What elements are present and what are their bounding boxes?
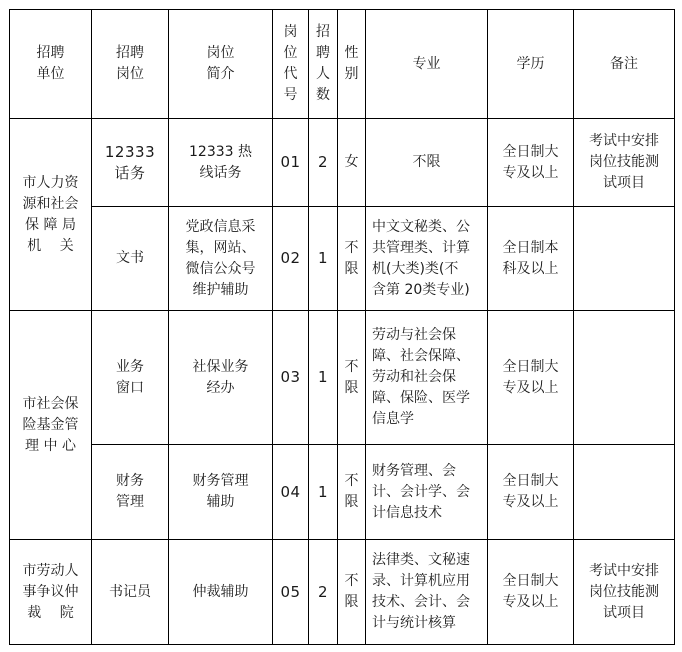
- table-row: [10, 119, 675, 207]
- cell-remark: [574, 445, 675, 540]
- table-row: [10, 311, 675, 445]
- table-row: [10, 445, 675, 540]
- header-position: 招聘 岗位: [92, 10, 169, 119]
- cell-gender: 不 限: [338, 540, 366, 645]
- cell-position: 业务 窗口: [92, 311, 169, 445]
- cell-major: 不限: [366, 119, 488, 207]
- cell-remark: 考试中安排 岗位技能测 试项目: [574, 119, 675, 207]
- cell-major: 财务管理、会 计、会计学、会 计信息技术: [366, 445, 488, 540]
- cell-code: 05: [273, 540, 309, 645]
- cell-description: 财务管理 辅助: [169, 445, 273, 540]
- cell-count: 2: [309, 540, 338, 645]
- cell-count: 1: [309, 311, 338, 445]
- header-unit: 招聘 单位: [10, 10, 92, 119]
- header-description: 岗位 简介: [169, 10, 273, 119]
- table-row: [10, 540, 675, 645]
- cell-gender: 女: [338, 119, 366, 207]
- cell-count: 2: [309, 119, 338, 207]
- cell-unit: 市社会保 险基金管 理 中 心: [10, 311, 92, 540]
- cell-unit: 市人力资 源和社会 保 障 局 机 关: [10, 119, 92, 311]
- cell-education: 全日制大 专及以上: [488, 445, 574, 540]
- cell-description: 仲裁辅助: [169, 540, 273, 645]
- recruitment-table-container: [9, 9, 675, 645]
- cell-position: 财务 管理: [92, 445, 169, 540]
- cell-remark: [574, 207, 675, 311]
- header-gender: 性 别: [338, 10, 366, 119]
- cell-position: 12333 话务: [92, 119, 169, 207]
- cell-position: 文书: [92, 207, 169, 311]
- cell-position: 书记员: [92, 540, 169, 645]
- cell-count: 1: [309, 445, 338, 540]
- cell-gender: 不 限: [338, 445, 366, 540]
- table-row: [10, 207, 675, 311]
- cell-code: 03: [273, 311, 309, 445]
- cell-count: 1: [309, 207, 338, 311]
- header-count: 招 聘 人 数: [309, 10, 338, 119]
- cell-major: 中文文秘类、公 共管理类、计算 机(大类)类(不 含第 20类专业): [366, 207, 488, 311]
- cell-description: 社保业务 经办: [169, 311, 273, 445]
- recruitment-table: [9, 9, 675, 645]
- header-education: 学历: [488, 10, 574, 119]
- cell-code: 04: [273, 445, 309, 540]
- cell-education: 全日制大 专及以上: [488, 540, 574, 645]
- cell-gender: 不 限: [338, 311, 366, 445]
- cell-gender: 不 限: [338, 207, 366, 311]
- header-major: 专业: [366, 10, 488, 119]
- cell-education: 全日制本 科及以上: [488, 207, 574, 311]
- cell-remark: 考试中安排 岗位技能测 试项目: [574, 540, 675, 645]
- cell-description: 党政信息采 集，网站、 微信公众号 维护辅助: [169, 207, 273, 311]
- cell-code: 01: [273, 119, 309, 207]
- cell-major: 法律类、文秘速 录、计算机应用 技术、会计、会 计与统计核算: [366, 540, 488, 645]
- header-row: [10, 10, 675, 119]
- cell-description: 12333 热 线话务: [169, 119, 273, 207]
- cell-education: 全日制大 专及以上: [488, 311, 574, 445]
- header-code: 岗 位 代 号: [273, 10, 309, 119]
- cell-unit: 市劳动人 事争议仲 裁 院: [10, 540, 92, 645]
- header-remark: 备注: [574, 10, 675, 119]
- cell-education: 全日制大 专及以上: [488, 119, 574, 207]
- cell-code: 02: [273, 207, 309, 311]
- cell-major: 劳动与社会保 障、社会保障、 劳动和社会保 障、保险、医学 信息学: [366, 311, 488, 445]
- cell-remark: [574, 311, 675, 445]
